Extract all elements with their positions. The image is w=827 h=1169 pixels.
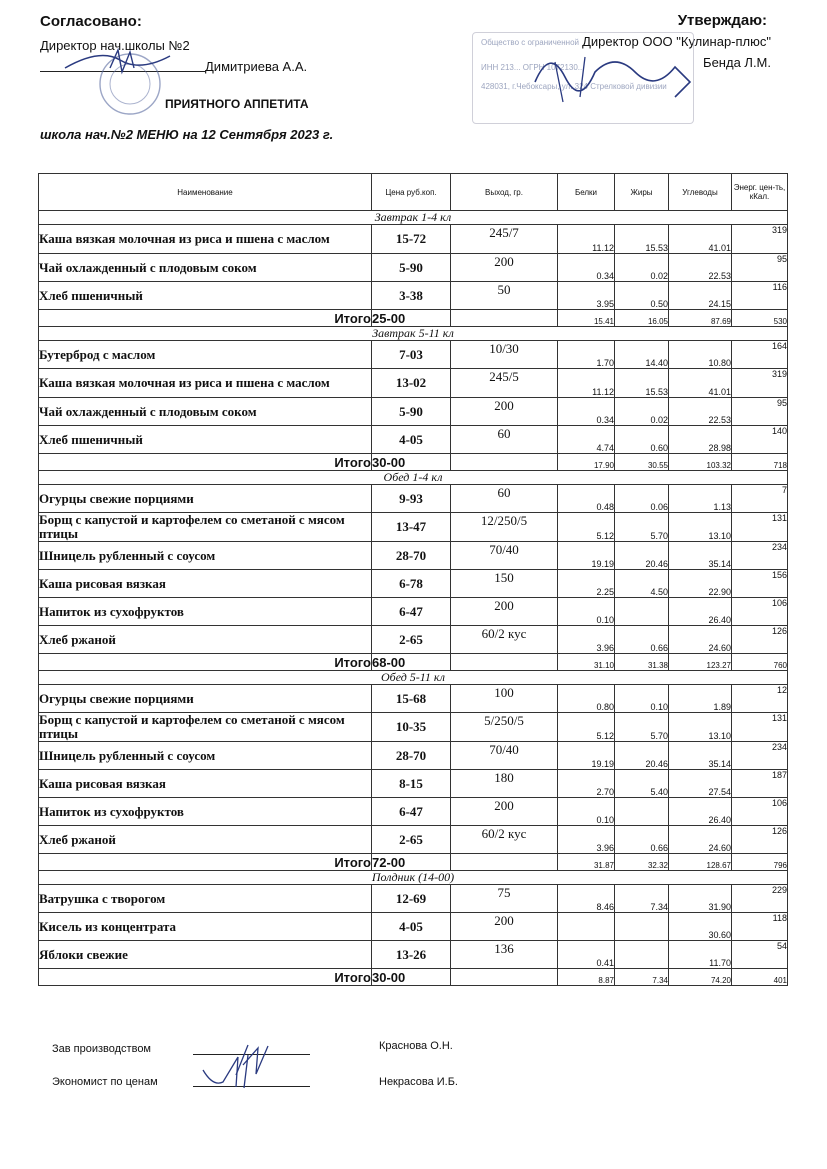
item-protein: 8.46 [558, 885, 615, 913]
menu-item-row [39, 369, 788, 398]
menu-item-row [39, 225, 788, 254]
item-name: Огурцы свежие порциями [39, 685, 372, 713]
total-output-empty [451, 854, 558, 871]
item-protein: 0.34 [558, 254, 615, 282]
stamp-line-1: Общество с ограниченной [481, 38, 579, 47]
item-name: Хлеб пшеничный [39, 282, 372, 310]
total-fat: 16.05 [615, 310, 669, 327]
item-kcal: 118 [732, 913, 788, 941]
item-kcal: 106 [732, 598, 788, 626]
item-protein: 2.25 [558, 570, 615, 598]
item-kcal: 319 [732, 369, 788, 398]
footer-role-production: Зав производством [52, 1043, 151, 1055]
item-fat: 20.46 [615, 542, 669, 570]
item-price: 6-47 [372, 798, 451, 826]
item-price: 4-05 [372, 426, 451, 454]
section-title: Обед 5-11 кл [39, 671, 788, 685]
item-kcal: 319 [732, 225, 788, 254]
item-carbs: 22.53 [669, 398, 732, 426]
menu-item-row [39, 626, 788, 654]
total-carbs: 103.32 [669, 454, 732, 471]
total-price: 72-00 [372, 854, 451, 871]
section-row [39, 871, 788, 885]
item-fat [615, 598, 669, 626]
item-protein: 5.12 [558, 713, 615, 742]
item-kcal: 229 [732, 885, 788, 913]
item-fat [615, 798, 669, 826]
item-fat: 0.60 [615, 426, 669, 454]
director-signature [525, 42, 705, 112]
item-price: 4-05 [372, 913, 451, 941]
item-output: 60 [451, 426, 558, 454]
item-name: Чай охлажденный с плодовым соком [39, 398, 372, 426]
item-name: Огурцы свежие порциями [39, 485, 372, 513]
item-fat [615, 913, 669, 941]
total-output-empty [451, 969, 558, 986]
item-fat [615, 941, 669, 969]
item-protein: 11.12 [558, 369, 615, 398]
item-price: 2-65 [372, 826, 451, 854]
item-output: 200 [451, 254, 558, 282]
total-output-empty [451, 454, 558, 471]
item-fat: 15.53 [615, 225, 669, 254]
item-name: Каша рисовая вязкая [39, 570, 372, 598]
item-name: Кисель из концентрата [39, 913, 372, 941]
total-label: Итого [39, 969, 372, 986]
item-price: 15-68 [372, 685, 451, 713]
total-carbs: 87.69 [669, 310, 732, 327]
item-price: 6-78 [372, 570, 451, 598]
item-price: 2-65 [372, 626, 451, 654]
item-fat: 20.46 [615, 742, 669, 770]
item-protein: 19.19 [558, 542, 615, 570]
total-price: 25-00 [372, 310, 451, 327]
item-kcal: 126 [732, 626, 788, 654]
item-carbs: 13.10 [669, 713, 732, 742]
item-kcal: 131 [732, 513, 788, 542]
approve-title: Утверждаю: [677, 12, 767, 29]
item-kcal: 234 [732, 542, 788, 570]
total-fat: 7.34 [615, 969, 669, 986]
item-protein [558, 913, 615, 941]
col-header-energy: Энерг. цен-ть, кКал. [732, 174, 788, 211]
total-row [39, 454, 788, 471]
item-carbs: 31.90 [669, 885, 732, 913]
total-protein: 17.90 [558, 454, 615, 471]
item-carbs: 1.89 [669, 685, 732, 713]
item-output: 60/2 кус [451, 626, 558, 654]
item-name: Каша вязкая молочная из риса и пшена с маслом [39, 225, 372, 254]
item-fat: 5.70 [615, 713, 669, 742]
item-price: 5-90 [372, 254, 451, 282]
approve-name: Бенда Л.М. [703, 55, 771, 70]
item-output: 200 [451, 398, 558, 426]
item-carbs: 13.10 [669, 513, 732, 542]
item-protein: 4.74 [558, 426, 615, 454]
footer-name-production: Краснова О.Н. [379, 1040, 453, 1052]
item-carbs: 24.60 [669, 826, 732, 854]
item-kcal: 234 [732, 742, 788, 770]
item-output: 10/30 [451, 341, 558, 369]
item-name: Хлеб пшеничный [39, 426, 372, 454]
col-header-fat: Жиры [615, 174, 669, 211]
section-title: Обед 1-4 кл [39, 471, 788, 485]
section-title: Завтрак 1-4 кл [39, 211, 788, 225]
item-carbs: 22.90 [669, 570, 732, 598]
item-price: 12-69 [372, 885, 451, 913]
menu-item-row [39, 713, 788, 742]
item-protein: 0.80 [558, 685, 615, 713]
total-label: Итого [39, 310, 372, 327]
item-carbs: 11.70 [669, 941, 732, 969]
item-price: 28-70 [372, 742, 451, 770]
section-row [39, 471, 788, 485]
total-output-empty [451, 310, 558, 327]
item-name: Яблоки свежие [39, 941, 372, 969]
item-name: Каша вязкая молочная из риса и пшена с маслом [39, 369, 372, 398]
item-price: 6-47 [372, 598, 451, 626]
item-carbs: 10.80 [669, 341, 732, 369]
section-row [39, 671, 788, 685]
item-fat: 0.02 [615, 398, 669, 426]
header-row [39, 174, 788, 211]
item-carbs: 27.54 [669, 770, 732, 798]
item-protein: 1.70 [558, 341, 615, 369]
item-output: 150 [451, 570, 558, 598]
item-kcal: 187 [732, 770, 788, 798]
menu-item-row [39, 426, 788, 454]
approved-title: Согласовано: [40, 13, 142, 30]
item-output: 12/250/5 [451, 513, 558, 542]
item-carbs: 22.53 [669, 254, 732, 282]
col-header-output: Выход, гр. [451, 174, 558, 211]
menu-item-row [39, 913, 788, 941]
item-protein: 3.96 [558, 626, 615, 654]
item-kcal: 7 [732, 485, 788, 513]
item-protein: 2.70 [558, 770, 615, 798]
menu-item-row [39, 598, 788, 626]
item-price: 13-47 [372, 513, 451, 542]
item-protein: 0.41 [558, 941, 615, 969]
item-protein: 0.10 [558, 798, 615, 826]
total-row [39, 969, 788, 986]
item-carbs: 26.40 [669, 598, 732, 626]
item-kcal: 156 [732, 570, 788, 598]
menu-item-row [39, 770, 788, 798]
item-price: 5-90 [372, 398, 451, 426]
item-fat: 4.50 [615, 570, 669, 598]
approved-role: Директор нач.школы №2 [40, 38, 190, 53]
item-protein: 0.48 [558, 485, 615, 513]
item-protein: 0.34 [558, 398, 615, 426]
total-label: Итого [39, 454, 372, 471]
section-row [39, 211, 788, 225]
item-kcal: 12 [732, 685, 788, 713]
total-price: 30-00 [372, 969, 451, 986]
menu-item-row [39, 341, 788, 369]
item-kcal: 116 [732, 282, 788, 310]
item-output: 100 [451, 685, 558, 713]
menu-item-row [39, 282, 788, 310]
item-output: 245/7 [451, 225, 558, 254]
item-fat: 0.02 [615, 254, 669, 282]
section-title: Полдник (14-00) [39, 871, 788, 885]
item-carbs: 41.01 [669, 225, 732, 254]
item-name: Напиток из сухофруктов [39, 798, 372, 826]
item-carbs: 24.15 [669, 282, 732, 310]
item-protein: 0.10 [558, 598, 615, 626]
total-row [39, 310, 788, 327]
item-protein: 3.96 [558, 826, 615, 854]
total-kcal: 718 [732, 454, 788, 471]
item-carbs: 24.60 [669, 626, 732, 654]
item-kcal: 106 [732, 798, 788, 826]
total-kcal: 760 [732, 654, 788, 671]
item-output: 200 [451, 798, 558, 826]
item-price: 15-72 [372, 225, 451, 254]
item-kcal: 164 [732, 341, 788, 369]
total-kcal: 530 [732, 310, 788, 327]
item-name: Бутерброд с маслом [39, 341, 372, 369]
item-output: 60/2 кус [451, 826, 558, 854]
total-protein: 31.10 [558, 654, 615, 671]
item-protein: 3.95 [558, 282, 615, 310]
col-header-name: Наименование [39, 174, 372, 211]
item-price: 13-02 [372, 369, 451, 398]
footer-name-economist: Некрасова И.Б. [379, 1076, 458, 1088]
menu-item-row [39, 685, 788, 713]
total-carbs: 128.67 [669, 854, 732, 871]
item-carbs: 35.14 [669, 742, 732, 770]
total-kcal: 796 [732, 854, 788, 871]
item-fat: 0.06 [615, 485, 669, 513]
item-kcal: 95 [732, 398, 788, 426]
total-row [39, 654, 788, 671]
item-price: 9-93 [372, 485, 451, 513]
item-kcal: 140 [732, 426, 788, 454]
col-header-protein: Белки [558, 174, 615, 211]
item-kcal: 95 [732, 254, 788, 282]
total-price: 30-00 [372, 454, 451, 471]
item-name: Хлеб ржаной [39, 626, 372, 654]
item-output: 200 [451, 598, 558, 626]
menu-item-row [39, 485, 788, 513]
menu-item-row [39, 885, 788, 913]
item-name: Напиток из сухофруктов [39, 598, 372, 626]
stamp-line-3: 428031, г.Чебоксары, ул. 324 Стрелковой дивизии [481, 82, 667, 91]
item-kcal: 54 [732, 941, 788, 969]
item-output: 75 [451, 885, 558, 913]
col-header-carbs: Углеводы [669, 174, 732, 211]
menu-item-row [39, 542, 788, 570]
item-fat: 0.50 [615, 282, 669, 310]
total-protein: 8.87 [558, 969, 615, 986]
menu-item-row [39, 798, 788, 826]
item-name: Шницель рубленный с соусом [39, 742, 372, 770]
item-protein: 5.12 [558, 513, 615, 542]
total-fat: 31.38 [615, 654, 669, 671]
item-name: Каша рисовая вязкая [39, 770, 372, 798]
total-price: 68-00 [372, 654, 451, 671]
item-fat: 0.66 [615, 826, 669, 854]
menu-table [38, 173, 788, 986]
col-header-price: Цена руб.коп. [372, 174, 451, 211]
item-name: Борщ с капустой и картофелем со сметаной с мясом птицы [39, 513, 372, 542]
item-output: 60 [451, 485, 558, 513]
economist-signature [198, 1052, 278, 1092]
item-fat: 5.70 [615, 513, 669, 542]
item-protein: 19.19 [558, 742, 615, 770]
item-output: 70/40 [451, 542, 558, 570]
item-carbs: 41.01 [669, 369, 732, 398]
approved-name: Димитриева А.А. [205, 59, 308, 74]
stamp-line-2: ИНН 213... ОГРН 1072130... [481, 63, 585, 72]
total-fat: 32.32 [615, 854, 669, 871]
item-fat: 7.34 [615, 885, 669, 913]
item-output: 200 [451, 913, 558, 941]
item-name: Ватрушка с творогом [39, 885, 372, 913]
item-carbs: 28.98 [669, 426, 732, 454]
item-fat: 0.66 [615, 626, 669, 654]
item-price: 8-15 [372, 770, 451, 798]
total-label: Итого [39, 854, 372, 871]
menu-item-row [39, 570, 788, 598]
item-fat: 0.10 [615, 685, 669, 713]
item-price: 3-38 [372, 282, 451, 310]
item-name: Борщ с капустой и картофелем со сметаной с мясом птицы [39, 713, 372, 742]
item-output: 70/40 [451, 742, 558, 770]
item-kcal: 131 [732, 713, 788, 742]
item-protein: 11.12 [558, 225, 615, 254]
total-fat: 30.55 [615, 454, 669, 471]
total-carbs: 74.20 [669, 969, 732, 986]
item-price: 28-70 [372, 542, 451, 570]
total-row [39, 854, 788, 871]
total-label: Итого [39, 654, 372, 671]
item-fat: 5.40 [615, 770, 669, 798]
item-carbs: 26.40 [669, 798, 732, 826]
menu-item-row [39, 398, 788, 426]
item-carbs: 1.13 [669, 485, 732, 513]
item-carbs: 30.60 [669, 913, 732, 941]
total-protein: 15.41 [558, 310, 615, 327]
total-kcal: 401 [732, 969, 788, 986]
item-kcal: 126 [732, 826, 788, 854]
item-output: 245/5 [451, 369, 558, 398]
footer-role-economist: Экономист по ценам [52, 1076, 158, 1088]
section-title: Завтрак 5-11 кл [39, 327, 788, 341]
item-price: 13-26 [372, 941, 451, 969]
item-fat: 14.40 [615, 341, 669, 369]
item-output: 180 [451, 770, 558, 798]
item-carbs: 35.14 [669, 542, 732, 570]
item-name: Чай охлажденный с плодовым соком [39, 254, 372, 282]
item-name: Хлеб ржаной [39, 826, 372, 854]
item-price: 10-35 [372, 713, 451, 742]
item-price: 7-03 [372, 341, 451, 369]
item-output: 136 [451, 941, 558, 969]
menu-item-row [39, 254, 788, 282]
menu-item-row [39, 826, 788, 854]
total-protein: 31.87 [558, 854, 615, 871]
item-output: 5/250/5 [451, 713, 558, 742]
menu-item-row [39, 513, 788, 542]
section-row [39, 327, 788, 341]
total-carbs: 123.27 [669, 654, 732, 671]
approve-role: Директор ООО "Кулинар-плюс" [582, 34, 771, 49]
tagline: ПРИЯТНОГО АППЕТИТА [165, 97, 309, 111]
menu-title: школа нач.№2 МЕНЮ на 12 Сентября 2023 г. [40, 127, 334, 142]
menu-item-row [39, 742, 788, 770]
item-fat: 15.53 [615, 369, 669, 398]
item-output: 50 [451, 282, 558, 310]
total-output-empty [451, 654, 558, 671]
item-name: Шницель рубленный с соусом [39, 542, 372, 570]
menu-item-row [39, 941, 788, 969]
